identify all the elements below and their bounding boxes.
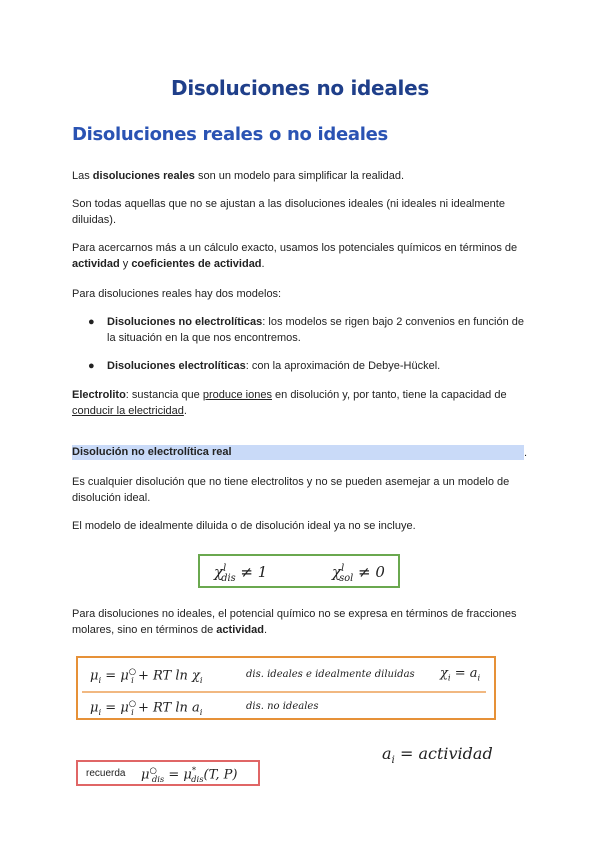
bullet-icon: ● xyxy=(88,316,95,328)
formula-box-coefficients xyxy=(198,554,400,588)
p3-end: . xyxy=(261,258,265,270)
paragraph-modelo: El modelo de idealmente diluida o de disolución ideal ya no se incluye. xyxy=(72,520,416,532)
electrolito-t2: en disolución y, por tanto, tiene la capacidad de xyxy=(271,389,507,401)
p7-pre: Para disoluciones no ideales, el potencial químico no se expresa en términos de fracciones molares, sino en términos de xyxy=(72,608,517,636)
electrolito-term: Electrolito xyxy=(72,389,126,401)
formula-activity: $a_i$ = actividad xyxy=(382,744,493,767)
p3-bold-actividad: actividad xyxy=(72,258,120,270)
paragraph-no-electrolitica: Es cualquier disolución que no tiene electrolitos y no se pueden asemejar a un modelo de disolución ideal. xyxy=(72,476,510,504)
subsection-dot: . xyxy=(524,447,528,459)
electrolito-link-electricidad[interactable]: conducir la electricidad xyxy=(72,405,184,417)
bullet-text: : los modelos se rigen bajo 2 convenios en función de la situación en la que nos encontremos. xyxy=(107,316,525,344)
paragraph-definition: Son todas aquellas que no se ajustan a las disoluciones ideales (ni ideales ni idealmente diluidas). xyxy=(72,198,505,226)
section-heading: Disoluciones reales o no ideales xyxy=(72,124,388,145)
p7-end: . xyxy=(263,624,268,636)
p1-bold: disoluciones reales xyxy=(92,170,195,182)
p3-mid: y xyxy=(119,258,132,270)
paragraph-models: Para disoluciones reales hay dos modelos: xyxy=(72,288,282,300)
p3-pre: Para acercarnos más a un cálculo exacto, usamos los potenciales químicos en términos de xyxy=(72,242,518,254)
p1-post: son un modelo para simplificar la realidad. xyxy=(194,170,405,182)
p3-bold-coeficientes: coeficientes de actividad xyxy=(131,258,262,270)
electrolito-t3: . xyxy=(183,405,187,417)
bullet-icon: ● xyxy=(88,360,95,372)
formula-box-potential xyxy=(76,656,496,720)
formula-chi-equals-a: $\chi_i = a_i$ xyxy=(440,666,481,683)
formula-note-ideal: dis. ideales e idealmente diluidas xyxy=(246,669,415,680)
paragraph-electrolito xyxy=(72,387,522,419)
activity-label: actividad xyxy=(418,744,493,763)
formula-recuerda: $\mu^○_{dis} = \mu^*_{dis}(T$, P) xyxy=(141,765,238,784)
formula-divider xyxy=(82,691,486,693)
page-title: Disoluciones no ideales xyxy=(171,76,429,100)
electrolito-link-iones[interactable]: produce iones xyxy=(202,389,272,401)
recuerda-box xyxy=(76,760,260,786)
formula-chi-dis: $\chi^l_{dis} \ne 1$ xyxy=(214,563,268,584)
p1-pre: Las xyxy=(72,170,93,182)
paragraph-potencial xyxy=(72,606,522,638)
p7-bold: actividad xyxy=(216,624,264,636)
bullet-bold: Disoluciones electrolíticas xyxy=(107,360,246,372)
formula-non-ideal: $\mu_i = \mu^○_i$ + RT $\ln a_i$ xyxy=(90,698,203,717)
formula-ideal: $\mu_i = \mu^○_i$ + RT $\ln \chi_i$ xyxy=(90,666,203,685)
bullet-bold: Disoluciones no electrolíticas xyxy=(107,316,263,328)
formula-note-non-ideal: dis. no ideales xyxy=(246,701,319,712)
electrolito-t1: : sustancia que xyxy=(125,389,203,401)
recuerda-label: recuerda xyxy=(86,768,126,779)
subsection-heading: Disolución no electrolítica real xyxy=(72,446,232,458)
bullet-text: : con la aproximación de Debye-Hückel. xyxy=(245,360,441,372)
formula-chi-sol: $\chi^l_{sol} \ne 0$ xyxy=(332,563,385,584)
paragraph-intro xyxy=(72,168,522,184)
paragraph-activity xyxy=(72,240,522,272)
